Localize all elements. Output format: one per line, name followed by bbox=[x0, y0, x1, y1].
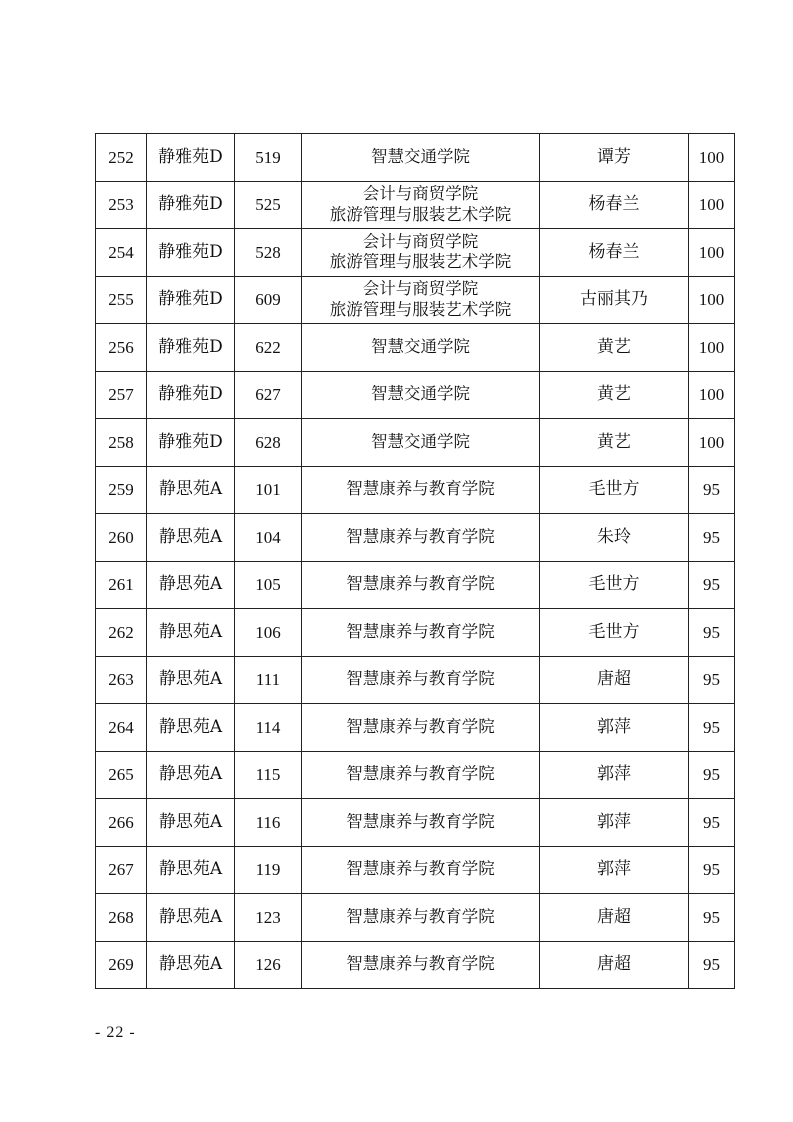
row-number-cell: 253 bbox=[96, 181, 147, 229]
row-number-cell: 261 bbox=[96, 561, 147, 609]
college-name: 智慧交通学院 bbox=[371, 146, 470, 166]
table-row bbox=[96, 894, 735, 942]
person-cell: 毛世方 bbox=[540, 561, 689, 609]
building-cell: 静雅苑D bbox=[147, 134, 235, 182]
college-cell bbox=[302, 561, 540, 609]
college-name: 会计与商贸学院 bbox=[362, 184, 479, 204]
row-number-cell: 267 bbox=[96, 846, 147, 894]
table-row bbox=[96, 134, 735, 182]
room-number-cell: 119 bbox=[235, 846, 302, 894]
college-cell bbox=[302, 656, 540, 704]
college-name: 智慧交通学院 bbox=[371, 431, 470, 451]
building-cell: 静思苑A bbox=[147, 561, 235, 609]
score-cell: 100 bbox=[689, 181, 735, 229]
person-cell: 古丽其乃 bbox=[540, 276, 689, 324]
college-cell bbox=[302, 324, 540, 372]
college-name: 智慧康养与教育学院 bbox=[346, 811, 495, 831]
person-cell: 郭萍 bbox=[540, 799, 689, 847]
table-body bbox=[96, 134, 735, 989]
building-cell: 静雅苑D bbox=[147, 324, 235, 372]
table-row bbox=[96, 941, 735, 989]
room-number-cell: 106 bbox=[235, 609, 302, 657]
score-cell: 95 bbox=[689, 894, 735, 942]
building-cell: 静思苑A bbox=[147, 799, 235, 847]
person-cell: 郭萍 bbox=[540, 704, 689, 752]
room-number-cell: 609 bbox=[235, 276, 302, 324]
person-cell: 黄艺 bbox=[540, 419, 689, 467]
row-number-cell: 268 bbox=[96, 894, 147, 942]
college-name: 智慧康养与教育学院 bbox=[346, 764, 495, 784]
row-number-cell: 258 bbox=[96, 419, 147, 467]
row-number-cell: 256 bbox=[96, 324, 147, 372]
room-number-cell: 123 bbox=[235, 894, 302, 942]
building-cell: 静思苑A bbox=[147, 704, 235, 752]
college-cell bbox=[302, 751, 540, 799]
dormitory-table bbox=[95, 133, 735, 989]
college-cell bbox=[302, 704, 540, 752]
building-cell: 静思苑A bbox=[147, 846, 235, 894]
table-row bbox=[96, 561, 735, 609]
row-number-cell: 265 bbox=[96, 751, 147, 799]
person-cell: 朱玲 bbox=[540, 514, 689, 562]
row-number-cell: 263 bbox=[96, 656, 147, 704]
person-cell: 杨春兰 bbox=[540, 181, 689, 229]
building-cell: 静雅苑D bbox=[147, 371, 235, 419]
college-name: 智慧康养与教育学院 bbox=[346, 479, 495, 499]
room-number-cell: 101 bbox=[235, 466, 302, 514]
score-cell: 95 bbox=[689, 846, 735, 894]
table-row bbox=[96, 276, 735, 324]
building-cell: 静雅苑D bbox=[147, 229, 235, 277]
row-number-cell: 264 bbox=[96, 704, 147, 752]
table-row bbox=[96, 371, 735, 419]
score-cell: 95 bbox=[689, 466, 735, 514]
person-cell: 唐超 bbox=[540, 894, 689, 942]
row-number-cell: 257 bbox=[96, 371, 147, 419]
table-row bbox=[96, 704, 735, 752]
room-number-cell: 115 bbox=[235, 751, 302, 799]
score-cell: 95 bbox=[689, 561, 735, 609]
college-cell bbox=[302, 894, 540, 942]
room-number-cell: 111 bbox=[235, 656, 302, 704]
college-cell bbox=[302, 371, 540, 419]
person-cell: 唐超 bbox=[540, 941, 689, 989]
college-cell bbox=[302, 466, 540, 514]
building-cell: 静思苑A bbox=[147, 656, 235, 704]
college-cell bbox=[302, 846, 540, 894]
table-row bbox=[96, 751, 735, 799]
table-row bbox=[96, 419, 735, 467]
college-cell bbox=[302, 941, 540, 989]
person-cell: 唐超 bbox=[540, 656, 689, 704]
row-number-cell: 252 bbox=[96, 134, 147, 182]
score-cell: 100 bbox=[689, 371, 735, 419]
score-cell: 95 bbox=[689, 514, 735, 562]
college-cell bbox=[302, 134, 540, 182]
row-number-cell: 259 bbox=[96, 466, 147, 514]
college-name: 旅游管理与服装艺术学院 bbox=[329, 204, 512, 224]
college-name: 智慧康养与教育学院 bbox=[346, 669, 495, 689]
score-cell: 95 bbox=[689, 751, 735, 799]
score-cell: 100 bbox=[689, 276, 735, 324]
college-name: 智慧康养与教育学院 bbox=[346, 574, 495, 594]
row-number-cell: 260 bbox=[96, 514, 147, 562]
person-cell: 毛世方 bbox=[540, 466, 689, 514]
college-name: 智慧康养与教育学院 bbox=[346, 716, 495, 736]
room-number-cell: 105 bbox=[235, 561, 302, 609]
building-cell: 静思苑A bbox=[147, 941, 235, 989]
college-name: 智慧康养与教育学院 bbox=[346, 621, 495, 641]
college-cell bbox=[302, 419, 540, 467]
score-cell: 100 bbox=[689, 419, 735, 467]
college-name: 智慧康养与教育学院 bbox=[346, 526, 495, 546]
score-cell: 95 bbox=[689, 704, 735, 752]
table-row bbox=[96, 181, 735, 229]
college-cell bbox=[302, 609, 540, 657]
room-number-cell: 627 bbox=[235, 371, 302, 419]
college-cell bbox=[302, 229, 540, 277]
college-name: 会计与商贸学院 bbox=[362, 279, 479, 299]
college-cell bbox=[302, 276, 540, 324]
table-row bbox=[96, 466, 735, 514]
college-name: 智慧交通学院 bbox=[371, 384, 470, 404]
person-cell: 郭萍 bbox=[540, 751, 689, 799]
college-cell bbox=[302, 799, 540, 847]
room-number-cell: 126 bbox=[235, 941, 302, 989]
page-number: - 22 - bbox=[95, 1024, 136, 1041]
college-name: 智慧交通学院 bbox=[371, 336, 470, 356]
row-number-cell: 254 bbox=[96, 229, 147, 277]
row-number-cell: 269 bbox=[96, 941, 147, 989]
college-cell bbox=[302, 514, 540, 562]
person-cell: 黄艺 bbox=[540, 371, 689, 419]
row-number-cell: 255 bbox=[96, 276, 147, 324]
score-cell: 100 bbox=[689, 324, 735, 372]
table-row bbox=[96, 609, 735, 657]
room-number-cell: 528 bbox=[235, 229, 302, 277]
building-cell: 静思苑A bbox=[147, 894, 235, 942]
college-cell bbox=[302, 181, 540, 229]
table-row bbox=[96, 846, 735, 894]
building-cell: 静思苑A bbox=[147, 751, 235, 799]
room-number-cell: 525 bbox=[235, 181, 302, 229]
building-cell: 静思苑A bbox=[147, 514, 235, 562]
person-cell: 黄艺 bbox=[540, 324, 689, 372]
person-cell: 杨春兰 bbox=[540, 229, 689, 277]
row-number-cell: 266 bbox=[96, 799, 147, 847]
score-cell: 95 bbox=[689, 799, 735, 847]
college-name: 旅游管理与服装艺术学院 bbox=[329, 299, 512, 319]
room-number-cell: 114 bbox=[235, 704, 302, 752]
person-cell: 郭萍 bbox=[540, 846, 689, 894]
college-name: 旅游管理与服装艺术学院 bbox=[329, 252, 512, 272]
college-name: 智慧康养与教育学院 bbox=[346, 954, 495, 974]
row-number-cell: 262 bbox=[96, 609, 147, 657]
building-cell: 静思苑A bbox=[147, 609, 235, 657]
table-row bbox=[96, 514, 735, 562]
room-number-cell: 622 bbox=[235, 324, 302, 372]
table-row bbox=[96, 229, 735, 277]
building-cell: 静雅苑D bbox=[147, 181, 235, 229]
room-number-cell: 116 bbox=[235, 799, 302, 847]
building-cell: 静雅苑D bbox=[147, 419, 235, 467]
room-number-cell: 519 bbox=[235, 134, 302, 182]
room-number-cell: 104 bbox=[235, 514, 302, 562]
score-cell: 95 bbox=[689, 609, 735, 657]
college-name: 智慧康养与教育学院 bbox=[346, 906, 495, 926]
college-name: 智慧康养与教育学院 bbox=[346, 859, 495, 879]
score-cell: 95 bbox=[689, 656, 735, 704]
table-row bbox=[96, 656, 735, 704]
table-row bbox=[96, 799, 735, 847]
score-cell: 100 bbox=[689, 134, 735, 182]
table-row bbox=[96, 324, 735, 372]
college-name: 会计与商贸学院 bbox=[362, 231, 479, 251]
person-cell: 毛世方 bbox=[540, 609, 689, 657]
score-cell: 100 bbox=[689, 229, 735, 277]
building-cell: 静思苑A bbox=[147, 466, 235, 514]
person-cell: 谭芳 bbox=[540, 134, 689, 182]
building-cell: 静雅苑D bbox=[147, 276, 235, 324]
score-cell: 95 bbox=[689, 941, 735, 989]
room-number-cell: 628 bbox=[235, 419, 302, 467]
